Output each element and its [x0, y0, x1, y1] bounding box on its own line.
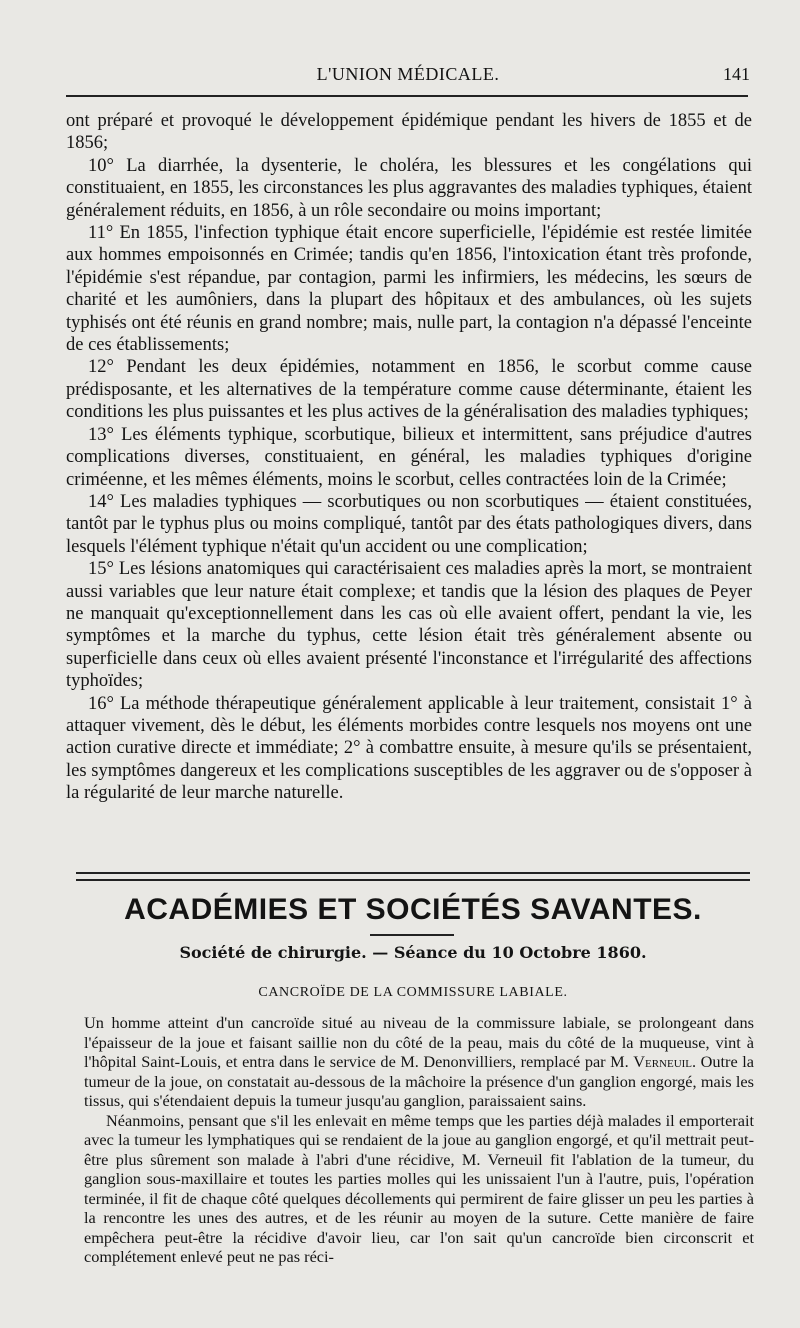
main-text — [66, 110, 752, 805]
case-text — [84, 1013, 754, 1267]
section-title: ACADÉMIES ET SOCIÉTÉS SAVANTES. — [124, 893, 702, 926]
case-title: CANCROÏDE DE LA COMMISSURE LABIALE. — [258, 985, 568, 1000]
surgeon-name: Verneuil. — [633, 1052, 697, 1071]
text-run: Un homme atteint d'un cancroïde situé au niveau de la commissure labiale, se prolongeant dans l'épaisseur de la joue et faisant saillie non du côté de la peau, mais du côté de la muqueuse, vint à l'hôpital Saint-Louis, et entra dans le service de M. Denonvilliers, remplacé par M. — [84, 1013, 754, 1071]
section-divider — [76, 872, 750, 881]
title-underline — [370, 934, 454, 936]
running-title: L'UNION MÉDICALE. — [316, 64, 500, 84]
header-rule — [66, 95, 748, 97]
paragraph: 14° Les maladies typhiques — scorbutiques ou non scorbutiques — étaient constituées, tantôt par le typhus plus ou moins compliqué, tantôt par des états pathologiques divers, dans lesquels l'élément typhique n'était qu'un accident ou une complication; — [66, 491, 752, 557]
text-run: Outre la tumeur de la joue, on constatait au-dessous de la mâchoire la présence d'un ganglion engorgé, mais les tissus, qui s'étendaient depuis la tumeur jusqu'au ganglion, paraissaient sains. — [84, 1052, 754, 1110]
paragraph: 10° La diarrhée, la dysenterie, le choléra, les blessures et les congélations qui constituaient, en 1855, les circonstances les plus aggravantes des maladies typhiques, étaient généralement réduits, en 1856, à un rôle secondaire ou moins important; — [66, 155, 752, 221]
paragraph: Néanmoins, pensant que s'il les enlevait en même temps que les parties déjà malades il emporterait avec la tumeur les lymphatiques qui se rendaient de la joue au ganglion engorgé, et qu'il mettrait peut-être plus sûrement son malade à l'abri d'une récidive, M. Verneuil fit l'ablation de la tumeur, du ganglion sous-maxillaire et toutes les parties molles qui les unissaient l'un à l'autre, puis, l'opération terminée, il fit de chaque côté quelques décollements qui permirent de faire glisser un peu les parties à la rencontre les unes des autres, et de les réunir au moyen de la suture. Cette manière de faire empêchera peut-être la récidive d'avoir lieu, car l'on sait qu'un cancroïde bien circonscrit et complétement enlevé peut ne pas réci- — [84, 1110, 754, 1266]
paragraph: 15° Les lésions anatomiques qui caractérisaient ces maladies après la mort, se montraient aussi variables que leur nature était complexe; et tandis que la lésion des plaques de Peyer ne manquait qu'exceptionnellement dans les cas où elle avaient offert, pendant la vie, les symptômes et la marche du typhus, cette lésion était très généralement absente ou superficielle dans ceux où elles avaient présenté l'inconstance et l'irrégularité des affections typhoïdes; — [66, 559, 752, 692]
running-head — [66, 58, 750, 90]
paragraph: 11° En 1855, l'infection typhique était encore superficielle, l'épidémie est restée limitée aux hommes empoisonnés en Crimée; tandis qu'en 1856, l'intoxication étant très profonde, l'épidémie s'est répandue, par contagion, parmi les infirmiers, les médecins, les sœurs de charité et les aumôniers, dans la plupart des hôpitaux et des ambulances, où les sujets typhisés ont été réunis en grand nombre; mais, nulle part, la contagion n'a dépassé l'enceinte de ces établissements; — [66, 223, 752, 356]
paragraph: 16° La méthode thérapeutique généralement applicable à leur traitement, consistait 1° à attaquer vivement, dès le début, les éléments morbides contre lesquels nos moyens ont une action curative directe et immédiate; 2° à combattre ensuite, à mesure qu'ils se présentaient, les symptômes dangereux et les complications susceptibles de les aggraver ou de s'opposer à la régularité de leur marche naturelle. — [66, 693, 752, 804]
paragraph: 13° Les éléments typhique, scorbutique, bilieux et intermittent, sans préjudice d'autres complications diverses, constituaient, en général, les maladies typhiques d'origine criméenne, et les mêmes éléments, moins le scorbut, celles contractées loin de la Crimée; — [66, 424, 752, 490]
paragraph: 12° Pendant les deux épidémies, notamment en 1856, le scorbut comme cause prédisposante, et les alternatives de la température comme cause déterminante, étaient les conditions les plus puissantes et les plus actives de la généralisation des maladies typhiques; — [66, 357, 752, 423]
paragraph — [84, 1013, 754, 1111]
page-number: 141 — [723, 64, 750, 84]
meeting-heading: Société de chirurgie. — Séance du 10 Octobre 1860. — [179, 943, 647, 962]
paragraph: ont préparé et provoqué le développement épidémique pendant les hivers de 1855 et de 1856; — [66, 111, 752, 154]
